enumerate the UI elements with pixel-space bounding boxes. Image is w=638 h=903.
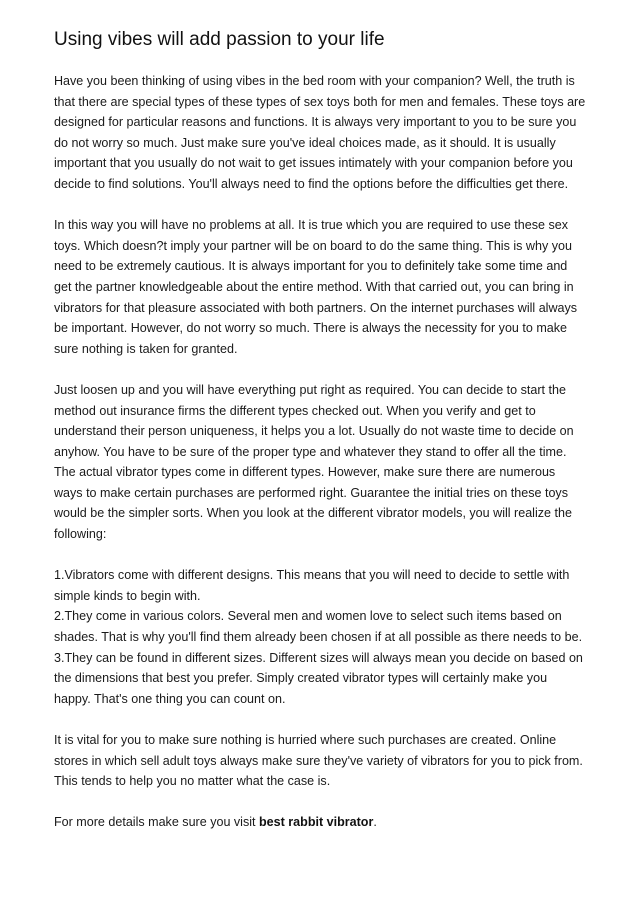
final-line-prefix: For more details make sure you visit	[54, 815, 260, 830]
page-title: Using vibes will add passion to your life	[54, 29, 385, 50]
document-page	[54, 28, 586, 854]
numbered-list	[54, 565, 586, 709]
final-line	[54, 812, 586, 833]
list-item: 3.They can be found in different sizes. Different sizes will always mean you decide on based on the dimensions that best you prefer. Simply created vibrator types will certainly make you happy. That's one thing you can count on.	[54, 650, 583, 706]
paragraph-2: In this way you will have no problems at all. It is true which you are required to use these sex toys. Which doesn?t imply your partner will be on board to do the same thing. This is why you need to be extremely cautious. It is always important for you to definitely take some time and get the partner knowledgeable about the entire method. With that carried out, you can bring in vibrators for that pleasure associated with both partners. On the internet purchases will always be important. However, do not worry so much. There is always the necessity for you to make sure nothing is taken for granted.	[54, 218, 578, 356]
list-item: 1.Vibrators come with different designs. This means that you will need to decide to settle with simple kinds to begin with.	[54, 568, 570, 603]
paragraph-3: Just loosen up and you will have everything put right as required. You can decide to start the method out insurance firms the different types checked out. When you verify and get to understand their person uniqueness, it helps you a lot. Usually do not waste time to decide on anyhow. You have to be sure of the proper type and whatever they stand to offer all the time. The actual vibrator types come in different types. However, make sure there are numerous ways to make certain purchases are performed right. Guarantee the initial tries on these toys would be the simpler sorts. When you look at the different vibrator models, you will realize the following:	[54, 382, 574, 542]
best-rabbit-vibrator-link[interactable]: best rabbit vibrator	[259, 815, 374, 830]
list-item: 2.They come in various colors. Several men and women love to select such items based on shades. That is why you'll find them already been chosen if at all possible as there needs to be.	[54, 609, 583, 645]
paragraph-1: Have you been thinking of using vibes in the bed room with your companion? Well, the truth is that there are special types of these types of sex toys both for men and females. These toys are designed for particular reasons and functions. It is always very important to you to be sure you do not worry so much. Just make sure you've ideal choices made, as it should. It is usually important that you usually do not wait to get issues intimately with your companion before you decide to find solutions. You'll always need to find the options before the difficulties get there.	[54, 74, 586, 191]
closing-paragraph: It is vital for you to make sure nothing is hurried where such purchases are created. Online stores in which sell adult toys always make sure they've variety of vibrators for you to pick from. This tends to help you no matter what the case is.	[54, 733, 583, 789]
final-line-suffix: .	[373, 815, 377, 830]
